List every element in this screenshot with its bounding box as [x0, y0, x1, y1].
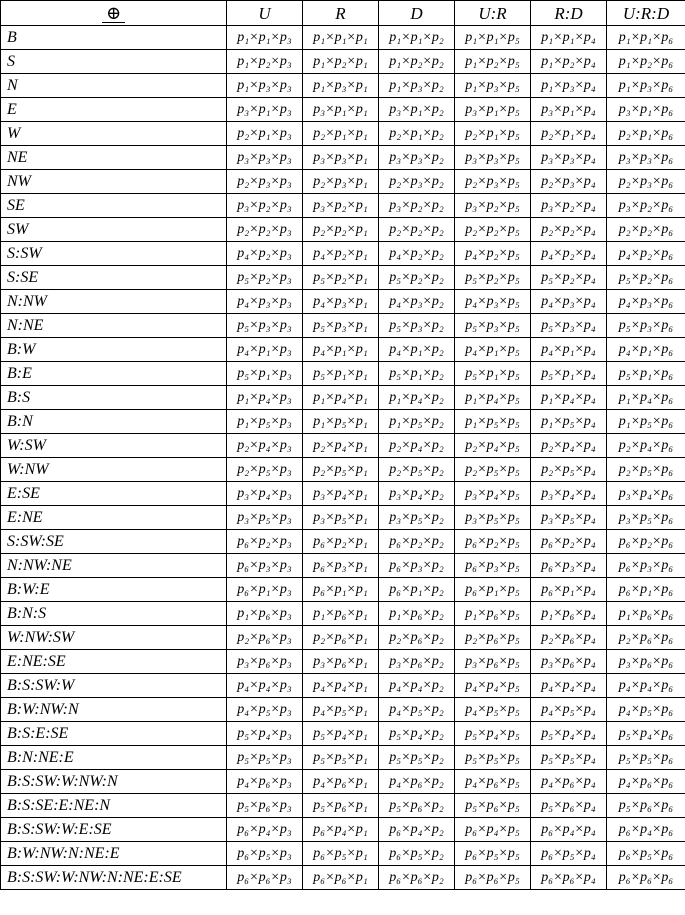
row-label: B:S:SE:E:NE:N — [1, 794, 227, 818]
product-cell: p₆×p₅×p₁ — [303, 842, 379, 866]
product-cell: p₃×p₅×p₁ — [303, 506, 379, 530]
product-cell: p₆×p₅×p₆ — [607, 842, 685, 866]
product-cell: p₂×p₃×p₅ — [455, 170, 531, 194]
product-cell: p₃×p₃×p₆ — [607, 146, 685, 170]
product-cell: p₅×p₁×p₆ — [607, 362, 685, 386]
table-row — [1, 74, 685, 98]
product-cell: p₃×p₄×p₃ — [227, 482, 303, 506]
table-row — [1, 26, 685, 50]
product-cell: p₁×p₅×p₄ — [531, 410, 607, 434]
product-cell: p₃×p₁×p₃ — [227, 98, 303, 122]
product-cell: p₂×p₄×p₆ — [607, 434, 685, 458]
product-cell: p₆×p₁×p₁ — [303, 578, 379, 602]
product-cell: p₄×p₄×p₆ — [607, 674, 685, 698]
table-row — [1, 698, 685, 722]
row-label: N:NE — [1, 314, 227, 338]
product-cell: p₂×p₅×p₁ — [303, 458, 379, 482]
table-row — [1, 242, 685, 266]
row-label: W:NW — [1, 458, 227, 482]
row-label: W:NW:SW — [1, 626, 227, 650]
operator-glyph: ⊕ — [102, 4, 125, 23]
product-cell: p₂×p₂×p₂ — [379, 218, 455, 242]
product-cell: p₃×p₄×p₂ — [379, 482, 455, 506]
product-cell: p₃×p₆×p₁ — [303, 650, 379, 674]
product-cell: p₁×p₆×p₁ — [303, 602, 379, 626]
product-cell: p₄×p₃×p₆ — [607, 290, 685, 314]
table-header — [1, 1, 685, 26]
product-cell: p₅×p₃×p₅ — [455, 314, 531, 338]
product-cell: p₄×p₆×p₄ — [531, 770, 607, 794]
table-row — [1, 290, 685, 314]
product-cell: p₁×p₄×p₃ — [227, 386, 303, 410]
product-cell: p₃×p₆×p₆ — [607, 650, 685, 674]
row-label: E:NE:SE — [1, 650, 227, 674]
product-cell: p₂×p₅×p₄ — [531, 458, 607, 482]
table-row — [1, 722, 685, 746]
product-cell: p₅×p₄×p₅ — [455, 722, 531, 746]
product-cell: p₄×p₄×p₁ — [303, 674, 379, 698]
product-cell: p₃×p₁×p₅ — [455, 98, 531, 122]
table-row — [1, 98, 685, 122]
product-cell: p₅×p₁×p₁ — [303, 362, 379, 386]
product-cell: p₄×p₆×p₃ — [227, 770, 303, 794]
product-cell: p₄×p₁×p₃ — [227, 338, 303, 362]
column-header: U — [227, 1, 303, 26]
product-cell: p₄×p₅×p₃ — [227, 698, 303, 722]
product-cell: p₄×p₂×p₃ — [227, 242, 303, 266]
row-label: W — [1, 122, 227, 146]
product-cell: p₁×p₂×p₂ — [379, 50, 455, 74]
product-cell: p₆×p₁×p₄ — [531, 578, 607, 602]
product-cell: p₄×p₁×p₄ — [531, 338, 607, 362]
product-cell: p₄×p₃×p₅ — [455, 290, 531, 314]
product-cell: p₁×p₄×p₂ — [379, 386, 455, 410]
table-row — [1, 650, 685, 674]
product-cell: p₅×p₄×p₁ — [303, 722, 379, 746]
product-cell: p₃×p₅×p₂ — [379, 506, 455, 530]
product-cell: p₄×p₄×p₃ — [227, 674, 303, 698]
table-row — [1, 746, 685, 770]
row-label: S:SW:SE — [1, 530, 227, 554]
product-cell: p₆×p₁×p₃ — [227, 578, 303, 602]
table-row — [1, 50, 685, 74]
product-cell: p₁×p₄×p₄ — [531, 386, 607, 410]
product-cell: p₆×p₂×p₄ — [531, 530, 607, 554]
product-cell: p₃×p₁×p₆ — [607, 98, 685, 122]
product-cell: p₅×p₁×p₄ — [531, 362, 607, 386]
product-cell: p₄×p₂×p₅ — [455, 242, 531, 266]
table-row — [1, 338, 685, 362]
product-cell: p₁×p₁×p₁ — [303, 26, 379, 50]
table-row — [1, 818, 685, 842]
product-cell: p₆×p₅×p₄ — [531, 842, 607, 866]
product-cell: p₁×p₁×p₅ — [455, 26, 531, 50]
product-cell: p₅×p₄×p₄ — [531, 722, 607, 746]
table-row — [1, 194, 685, 218]
product-cell: p₂×p₆×p₆ — [607, 626, 685, 650]
column-header: U:R:D — [607, 1, 685, 26]
row-label: E:NE — [1, 506, 227, 530]
product-cell: p₄×p₄×p₄ — [531, 674, 607, 698]
product-cell: p₁×p₁×p₆ — [607, 26, 685, 50]
product-cell: p₃×p₄×p₄ — [531, 482, 607, 506]
product-cell: p₅×p₄×p₆ — [607, 722, 685, 746]
product-cell: p₁×p₂×p₃ — [227, 50, 303, 74]
product-cell: p₂×p₄×p₅ — [455, 434, 531, 458]
product-cell: p₆×p₂×p₁ — [303, 530, 379, 554]
product-cell: p₃×p₂×p₄ — [531, 194, 607, 218]
row-label: S:SE — [1, 266, 227, 290]
product-cell: p₁×p₃×p₂ — [379, 74, 455, 98]
product-cell: p₄×p₂×p₆ — [607, 242, 685, 266]
product-cell: p₅×p₄×p₂ — [379, 722, 455, 746]
product-cell: p₁×p₅×p₆ — [607, 410, 685, 434]
product-cell: p₅×p₃×p₁ — [303, 314, 379, 338]
table-row — [1, 458, 685, 482]
product-cell: p₃×p₃×p₃ — [227, 146, 303, 170]
product-cell: p₆×p₁×p₂ — [379, 578, 455, 602]
product-cell: p₄×p₆×p₅ — [455, 770, 531, 794]
product-cell: p₅×p₆×p₄ — [531, 794, 607, 818]
product-cell: p₄×p₅×p₂ — [379, 698, 455, 722]
product-cell: p₆×p₆×p₄ — [531, 866, 607, 890]
product-cell: p₆×p₃×p₆ — [607, 554, 685, 578]
product-cell: p₂×p₂×p₃ — [227, 218, 303, 242]
table-row — [1, 218, 685, 242]
table-row — [1, 314, 685, 338]
product-cell: p₃×p₂×p₆ — [607, 194, 685, 218]
product-cell: p₃×p₄×p₆ — [607, 482, 685, 506]
product-cell: p₂×p₅×p₅ — [455, 458, 531, 482]
product-cell: p₆×p₁×p₅ — [455, 578, 531, 602]
product-cell: p₅×p₂×p₆ — [607, 266, 685, 290]
product-cell: p₁×p₅×p₁ — [303, 410, 379, 434]
product-cell: p₃×p₅×p₃ — [227, 506, 303, 530]
product-cell: p₄×p₁×p₂ — [379, 338, 455, 362]
product-cell: p₄×p₄×p₅ — [455, 674, 531, 698]
table-row — [1, 674, 685, 698]
product-cell: p₅×p₁×p₂ — [379, 362, 455, 386]
product-cell: p₄×p₁×p₅ — [455, 338, 531, 362]
product-cell: p₃×p₃×p₄ — [531, 146, 607, 170]
table-row — [1, 842, 685, 866]
row-label: B:W:NW:N:NE:E — [1, 842, 227, 866]
product-cell: p₆×p₅×p₅ — [455, 842, 531, 866]
product-cell: p₁×p₆×p₅ — [455, 602, 531, 626]
product-cell: p₂×p₂×p₅ — [455, 218, 531, 242]
table-row — [1, 266, 685, 290]
product-cell: p₄×p₃×p₄ — [531, 290, 607, 314]
product-cell: p₆×p₆×p₅ — [455, 866, 531, 890]
product-cell: p₄×p₆×p₆ — [607, 770, 685, 794]
row-label: B:S:SW:W:NW:N — [1, 770, 227, 794]
product-cell: p₁×p₃×p₃ — [227, 74, 303, 98]
product-cell: p₁×p₅×p₂ — [379, 410, 455, 434]
product-cell: p₁×p₆×p₂ — [379, 602, 455, 626]
product-cell: p₄×p₂×p₄ — [531, 242, 607, 266]
product-cell: p₅×p₆×p₂ — [379, 794, 455, 818]
product-cell: p₅×p₆×p₆ — [607, 794, 685, 818]
product-cell: p₆×p₂×p₃ — [227, 530, 303, 554]
product-cell: p₅×p₃×p₃ — [227, 314, 303, 338]
product-cell: p₃×p₆×p₅ — [455, 650, 531, 674]
product-cell: p₃×p₆×p₃ — [227, 650, 303, 674]
product-cell: p₁×p₄×p₅ — [455, 386, 531, 410]
product-cell: p₃×p₁×p₂ — [379, 98, 455, 122]
row-label: S — [1, 50, 227, 74]
product-cell: p₄×p₃×p₁ — [303, 290, 379, 314]
product-cell: p₃×p₃×p₂ — [379, 146, 455, 170]
row-label: NW — [1, 170, 227, 194]
table-row — [1, 386, 685, 410]
product-cell: p₄×p₂×p₁ — [303, 242, 379, 266]
table-row — [1, 554, 685, 578]
product-cell: p₁×p₄×p₁ — [303, 386, 379, 410]
product-cell: p₄×p₅×p₅ — [455, 698, 531, 722]
product-cell: p₂×p₃×p₂ — [379, 170, 455, 194]
product-cell: p₂×p₁×p₃ — [227, 122, 303, 146]
product-cell: p₅×p₅×p₅ — [455, 746, 531, 770]
product-cell: p₃×p₆×p₄ — [531, 650, 607, 674]
product-cell: p₅×p₃×p₄ — [531, 314, 607, 338]
product-cell: p₃×p₅×p₆ — [607, 506, 685, 530]
product-cell: p₄×p₅×p₁ — [303, 698, 379, 722]
product-cell: p₆×p₄×p₄ — [531, 818, 607, 842]
row-label: SW — [1, 218, 227, 242]
product-cell: p₆×p₆×p₃ — [227, 866, 303, 890]
product-cell: p₅×p₆×p₃ — [227, 794, 303, 818]
product-cell: p₂×p₄×p₄ — [531, 434, 607, 458]
table-row — [1, 794, 685, 818]
product-cell: p₃×p₅×p₄ — [531, 506, 607, 530]
product-cell: p₆×p₁×p₆ — [607, 578, 685, 602]
table-row — [1, 482, 685, 506]
table-row — [1, 530, 685, 554]
column-header: R:D — [531, 1, 607, 26]
product-cell: p₂×p₁×p₁ — [303, 122, 379, 146]
product-cell: p₅×p₁×p₅ — [455, 362, 531, 386]
product-cell: p₆×p₅×p₃ — [227, 842, 303, 866]
product-cell: p₆×p₃×p₄ — [531, 554, 607, 578]
product-cell: p₆×p₄×p₃ — [227, 818, 303, 842]
product-cell: p₂×p₁×p₅ — [455, 122, 531, 146]
product-cell: p₅×p₆×p₅ — [455, 794, 531, 818]
product-cell: p₄×p₁×p₁ — [303, 338, 379, 362]
product-cell: p₂×p₂×p₄ — [531, 218, 607, 242]
product-cell: p₂×p₄×p₁ — [303, 434, 379, 458]
product-cell: p₂×p₅×p₃ — [227, 458, 303, 482]
operator-symbol — [1, 1, 227, 26]
product-cell: p₂×p₆×p₃ — [227, 626, 303, 650]
table-row — [1, 578, 685, 602]
product-cell: p₅×p₄×p₃ — [227, 722, 303, 746]
row-label: N:NW:NE — [1, 554, 227, 578]
table-row — [1, 434, 685, 458]
product-cell: p₁×p₃×p₄ — [531, 74, 607, 98]
product-cell: p₁×p₃×p₁ — [303, 74, 379, 98]
product-cell: p₃×p₃×p₅ — [455, 146, 531, 170]
product-cell: p₁×p₂×p₁ — [303, 50, 379, 74]
product-cell: p₃×p₂×p₂ — [379, 194, 455, 218]
row-label: W:SW — [1, 434, 227, 458]
column-header: R — [303, 1, 379, 26]
product-cell: p₁×p₅×p₃ — [227, 410, 303, 434]
row-label: S:SW — [1, 242, 227, 266]
product-cell: p₆×p₅×p₂ — [379, 842, 455, 866]
product-cell: p₅×p₂×p₅ — [455, 266, 531, 290]
product-cell: p₆×p₄×p₅ — [455, 818, 531, 842]
row-label: E — [1, 98, 227, 122]
product-cell: p₅×p₃×p₂ — [379, 314, 455, 338]
product-cell: p₂×p₆×p₂ — [379, 626, 455, 650]
row-label: N:NW — [1, 290, 227, 314]
row-label: B:S:SW:W — [1, 674, 227, 698]
product-cell: p₆×p₆×p₁ — [303, 866, 379, 890]
product-cell: p₃×p₂×p₅ — [455, 194, 531, 218]
product-cell: p₂×p₃×p₆ — [607, 170, 685, 194]
product-cell: p₅×p₅×p₆ — [607, 746, 685, 770]
product-cell: p₂×p₁×p₄ — [531, 122, 607, 146]
product-cell: p₄×p₆×p₂ — [379, 770, 455, 794]
product-cell: p₆×p₆×p₂ — [379, 866, 455, 890]
product-cell: p₁×p₃×p₅ — [455, 74, 531, 98]
product-cell: p₆×p₃×p₃ — [227, 554, 303, 578]
product-cell: p₁×p₅×p₅ — [455, 410, 531, 434]
product-cell: p₁×p₂×p₅ — [455, 50, 531, 74]
product-cell: p₁×p₂×p₆ — [607, 50, 685, 74]
product-cell: p₄×p₂×p₂ — [379, 242, 455, 266]
product-cell: p₂×p₂×p₁ — [303, 218, 379, 242]
row-label: E:SE — [1, 482, 227, 506]
product-cell: p₃×p₂×p₃ — [227, 194, 303, 218]
product-cell: p₆×p₂×p₅ — [455, 530, 531, 554]
product-cell: p₁×p₆×p₃ — [227, 602, 303, 626]
product-cell: p₃×p₁×p₄ — [531, 98, 607, 122]
product-cell: p₁×p₆×p₆ — [607, 602, 685, 626]
product-cell: p₆×p₄×p₆ — [607, 818, 685, 842]
row-label: B:S:SW:W:NW:N:NE:E:SE — [1, 866, 227, 890]
row-label: B:E — [1, 362, 227, 386]
product-cell: p₄×p₄×p₂ — [379, 674, 455, 698]
product-cell: p₄×p₆×p₁ — [303, 770, 379, 794]
table-row — [1, 866, 685, 890]
product-cell: p₆×p₃×p₁ — [303, 554, 379, 578]
product-cell: p₆×p₃×p₂ — [379, 554, 455, 578]
row-label: B:N — [1, 410, 227, 434]
table-row — [1, 362, 685, 386]
table-row — [1, 506, 685, 530]
row-label: B:S:E:SE — [1, 722, 227, 746]
row-label: B — [1, 26, 227, 50]
column-header: D — [379, 1, 455, 26]
product-cell: p₃×p₂×p₁ — [303, 194, 379, 218]
product-cell: p₁×p₁×p₂ — [379, 26, 455, 50]
product-cell: p₂×p₄×p₃ — [227, 434, 303, 458]
product-cell: p₆×p₃×p₅ — [455, 554, 531, 578]
product-cell: p₁×p₁×p₃ — [227, 26, 303, 50]
product-cell: p₅×p₂×p₄ — [531, 266, 607, 290]
product-cell: p₂×p₆×p₅ — [455, 626, 531, 650]
table-row — [1, 602, 685, 626]
product-cell: p₅×p₅×p₃ — [227, 746, 303, 770]
product-cell: p₆×p₂×p₆ — [607, 530, 685, 554]
product-cell: p₄×p₁×p₆ — [607, 338, 685, 362]
row-label: B:S:SW:W:E:SE — [1, 818, 227, 842]
product-cell: p₄×p₃×p₂ — [379, 290, 455, 314]
product-cell: p₅×p₅×p₄ — [531, 746, 607, 770]
product-cell: p₂×p₃×p₁ — [303, 170, 379, 194]
product-cell: p₅×p₂×p₁ — [303, 266, 379, 290]
table-row — [1, 170, 685, 194]
product-cell: p₂×p₄×p₂ — [379, 434, 455, 458]
row-label: B:W — [1, 338, 227, 362]
product-cell: p₂×p₃×p₄ — [531, 170, 607, 194]
product-cell: p₂×p₁×p₆ — [607, 122, 685, 146]
table-row — [1, 410, 685, 434]
table-row — [1, 626, 685, 650]
product-cell: p₂×p₃×p₃ — [227, 170, 303, 194]
row-label: B:N:S — [1, 602, 227, 626]
product-cell: p₆×p₄×p₁ — [303, 818, 379, 842]
product-cell: p₃×p₄×p₁ — [303, 482, 379, 506]
row-label: B:N:NE:E — [1, 746, 227, 770]
product-cell: p₆×p₄×p₂ — [379, 818, 455, 842]
row-label: N — [1, 74, 227, 98]
product-cell: p₅×p₂×p₂ — [379, 266, 455, 290]
table-body — [1, 26, 685, 890]
product-cell: p₅×p₆×p₁ — [303, 794, 379, 818]
product-cell: p₅×p₂×p₃ — [227, 266, 303, 290]
product-cell: p₄×p₃×p₃ — [227, 290, 303, 314]
row-label: B:S — [1, 386, 227, 410]
product-cell: p₂×p₅×p₆ — [607, 458, 685, 482]
product-cell: p₆×p₂×p₂ — [379, 530, 455, 554]
row-label: B:W:E — [1, 578, 227, 602]
product-cell: p₃×p₁×p₁ — [303, 98, 379, 122]
header-row — [1, 1, 685, 26]
product-cell: p₃×p₅×p₅ — [455, 506, 531, 530]
product-cell: p₂×p₁×p₂ — [379, 122, 455, 146]
product-cell: p₅×p₅×p₂ — [379, 746, 455, 770]
product-cell: p₅×p₃×p₆ — [607, 314, 685, 338]
table-row — [1, 122, 685, 146]
product-cell: p₆×p₆×p₆ — [607, 866, 685, 890]
product-cell: p₁×p₁×p₄ — [531, 26, 607, 50]
product-cell: p₄×p₅×p₆ — [607, 698, 685, 722]
table-row — [1, 770, 685, 794]
row-label: B:W:NW:N — [1, 698, 227, 722]
product-cell: p₁×p₆×p₄ — [531, 602, 607, 626]
product-cell: p₁×p₂×p₄ — [531, 50, 607, 74]
product-cell: p₅×p₁×p₃ — [227, 362, 303, 386]
product-cell: p₅×p₅×p₁ — [303, 746, 379, 770]
row-label: NE — [1, 146, 227, 170]
product-cell: p₃×p₆×p₂ — [379, 650, 455, 674]
product-cell: p₁×p₃×p₆ — [607, 74, 685, 98]
product-cell: p₁×p₄×p₆ — [607, 386, 685, 410]
product-cell: p₂×p₆×p₄ — [531, 626, 607, 650]
product-cell: p₂×p₂×p₆ — [607, 218, 685, 242]
row-label: SE — [1, 194, 227, 218]
product-cell: p₂×p₆×p₁ — [303, 626, 379, 650]
product-cell: p₂×p₅×p₂ — [379, 458, 455, 482]
product-cell: p₃×p₃×p₁ — [303, 146, 379, 170]
product-cell: p₃×p₄×p₅ — [455, 482, 531, 506]
table-row — [1, 146, 685, 170]
column-header: U:R — [455, 1, 531, 26]
product-cell: p₄×p₅×p₄ — [531, 698, 607, 722]
